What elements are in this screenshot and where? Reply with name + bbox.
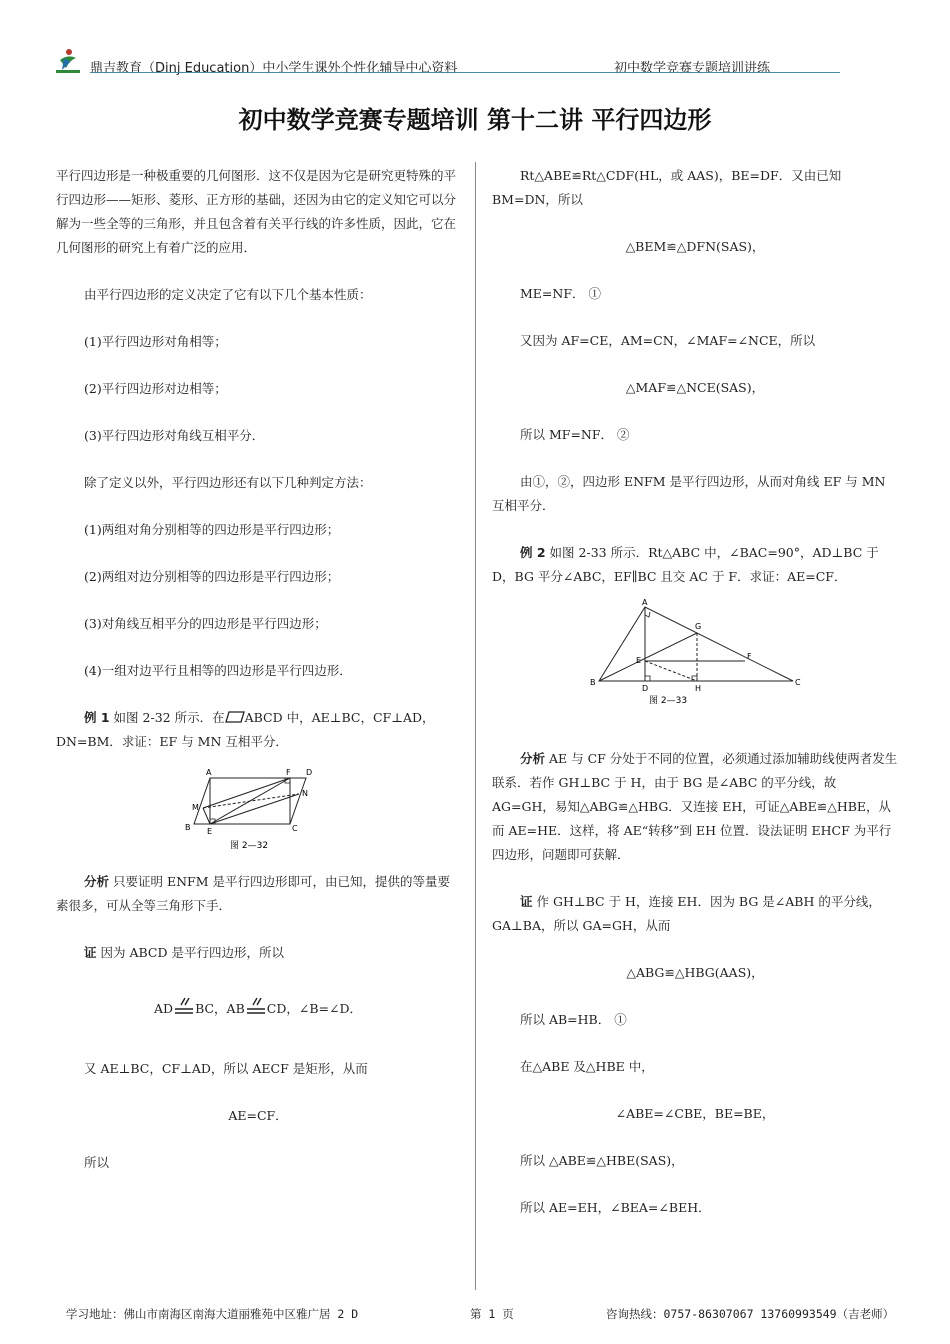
- dinj-logo-icon: [52, 48, 84, 74]
- congruence-abg-hbg: △ABG≌△HBG(AAS)，: [626, 965, 764, 980]
- statement-af-ce: 又因为 AF=CE，AM=CN，∠MAF=∠NCE，所以: [520, 333, 816, 348]
- figure-2-33: [585, 597, 805, 709]
- fig33-label-B: B: [590, 678, 596, 687]
- proof-2-text: 作 GH⊥BC 于 H，连接 EH．因为 BG 是∠ABH 的平分线，GA⊥BA，所以 GA=GH，从而: [492, 894, 881, 933]
- fig33-label-F: F: [747, 652, 752, 661]
- example-1: [56, 706, 460, 754]
- footer-address: 学习地址：佛山市南海区南海大道丽雅苑中区雅广居 2 D: [66, 1307, 359, 1321]
- criterion-2: (2)两组对边分别相等的四边形是平行四边形；: [84, 569, 340, 584]
- criterion-3: (3)对角线互相平分的四边形是平行四边形；: [84, 616, 327, 631]
- proof-2-intro: [492, 890, 898, 938]
- parallel-equal-sign-icon: [173, 997, 195, 1017]
- fig32-label-D: D: [306, 768, 313, 777]
- result-ab-hb: 所以 AB=HB． ①: [520, 1012, 627, 1027]
- example-1-text-b: ABCD 中，AE⊥BC，CF⊥AD，DN=BM．求证：EF 与 MN 互相平分．: [56, 710, 435, 749]
- equation-parallel-equal: [56, 997, 460, 1021]
- analysis-2: [492, 747, 898, 867]
- property-2: (2)平行四边形对边相等；: [84, 381, 227, 396]
- proof-1-intro: [56, 941, 460, 965]
- congruence-abe-hbe: 所以 △ABE≌△HBE(SAS)，: [520, 1153, 684, 1168]
- fig33-label-H: H: [695, 684, 702, 693]
- page-title: 初中数学竞赛专题培训 第十二讲 平行四边形: [238, 106, 712, 134]
- analysis-2-label: 分析: [520, 751, 546, 766]
- example-2: [492, 541, 898, 589]
- eq1-bc-ab: BC，AB: [195, 1001, 245, 1016]
- analysis-1-label: 分析: [84, 874, 110, 889]
- fig33-label-E: E: [636, 656, 642, 665]
- fig32-label-N: N: [302, 789, 308, 798]
- parallelogram-icon: [225, 711, 245, 723]
- eq1-ad: AD: [154, 1001, 174, 1016]
- result-ae-eh: 所以 AE=EH，∠BEA=∠BEH．: [520, 1200, 711, 1215]
- fig33-caption: 图 2—33: [649, 696, 688, 706]
- fig33-label-C: C: [795, 678, 801, 687]
- parallel-equal-sign-icon: [245, 997, 267, 1017]
- proof-1-label: 证: [84, 945, 97, 960]
- criterion-1: (1)两组对角分别相等的四边形是平行四边形；: [84, 522, 340, 537]
- example-1-text-a: 如图 2-32 所示．在: [113, 710, 225, 725]
- congruence-hl: Rt△ABE≌Rt△CDF(HL，或 AAS)，BE=DF．又由已知 BM=DN，所以: [492, 168, 842, 207]
- property-3: (3)平行四边形对角线互相平分．: [84, 428, 265, 443]
- angle-equality: ∠ABE=∠CBE，BE=BE，: [615, 1106, 775, 1121]
- header-rule: [90, 72, 840, 73]
- fig32-label-B: B: [185, 823, 191, 832]
- congruence-bem-dfn: △BEM≌△DFN(SAS)，: [625, 239, 765, 254]
- header-org: 鼎吉教育（Dinj Education）中小学生课外个性化辅导中心资料: [90, 61, 458, 76]
- left-column: [56, 164, 460, 1175]
- proof-2-label: 证: [520, 894, 533, 909]
- analysis-2-text: AE 与 CF 分处于不同的位置，必须通过添加辅助线使两者发生联系．若作 GH⊥BC 于 H，由于 BG 是∠ABC 的平分线，故 AG=GH，易知△ABG≌△HBG．又连接 EH，可证△ABE≌△HBE，从而 AE=HE．这样，将 AE“转移”到 EH 位置．设法证明 EHCF 为平行四边形，问题即可获解．: [492, 751, 898, 862]
- criterion-4: (4)一组对边平行且相等的四边形是平行四边形．: [84, 663, 352, 678]
- eq1-cd: CD，∠B=∠D．: [266, 1001, 362, 1016]
- example-1-label: 例 1: [84, 710, 110, 725]
- fig32-caption: 图 2—32: [230, 841, 269, 851]
- intro-paragraph: 平行四边形是一种极重要的几何图形．这不仅是因为它是研究更特殊的平行四边形——矩形、菱形、正方形的基础，还因为由它的定义知它可以分解为一些全等的三角形，并且包含着有关平行线的许多性质，因此，它在几何图形的研究上有着广泛的应用．: [56, 168, 457, 255]
- conclusion-1: 由①，②，四边形 ENFM 是平行四边形，从而对角线 EF 与 MN 互相平分．: [492, 474, 886, 513]
- example-2-text: 如图 2-33 所示．Rt△ABC 中，∠BAC=90°，AD⊥BC 于 D，BG 平分∠ABC，EF∥BC 且交 AC 于 F．求证：AE=CF．: [492, 545, 879, 584]
- therefore-1: 所以: [84, 1155, 110, 1170]
- fig32-label-E: E: [207, 827, 213, 836]
- congruence-maf-nce: △MAF≌△NCE(SAS)，: [625, 380, 765, 395]
- fig32-label-M: M: [192, 803, 199, 812]
- rectangle-statement: 又 AE⊥BC，CF⊥AD，所以 AECF 是矩形，从而: [84, 1061, 368, 1076]
- fig33-label-A: A: [642, 598, 648, 607]
- equation-ae-cf: AE=CF．: [228, 1108, 288, 1123]
- footer-hotline: 咨询热线：0757-86307067 13760993549（吉老师）: [606, 1307, 895, 1321]
- fig32-label-C: C: [292, 824, 298, 833]
- properties-intro: 由平行四边形的定义决定了它有以下几个基本性质：: [84, 287, 372, 302]
- result-mf-nf: 所以 MF=NF． ②: [520, 427, 630, 442]
- header-series: 初中数学竞赛专题培训讲练: [614, 61, 771, 76]
- page-header: [52, 48, 902, 76]
- footer-page-number: 第 1 页: [470, 1307, 514, 1321]
- example-2-label: 例 2: [520, 545, 546, 560]
- fig33-label-D: D: [642, 684, 649, 693]
- analysis-1: [56, 870, 460, 918]
- analysis-1-text: 只要证明 ENFM 是平行四边形即可，由已知，提供的等量要素很多，可从全等三角形下手．: [56, 874, 450, 913]
- property-1: (1)平行四边形对角相等；: [84, 334, 227, 349]
- result-me-nf: ME=NF． ①: [520, 286, 601, 301]
- column-divider: [475, 162, 476, 1290]
- right-column: [492, 164, 898, 1220]
- fig33-label-G: G: [695, 622, 702, 631]
- criteria-intro: 除了定义以外，平行四边形还有以下几种判定方法：: [84, 475, 372, 490]
- proof-1-text: 因为 ABCD 是平行四边形，所以: [100, 945, 284, 960]
- figure-2-32: [178, 764, 338, 852]
- fig32-label-F: F: [286, 768, 291, 777]
- triangles-abe-hbe: 在△ABE 及△HBE 中，: [520, 1059, 654, 1074]
- fig32-label-A: A: [206, 768, 212, 777]
